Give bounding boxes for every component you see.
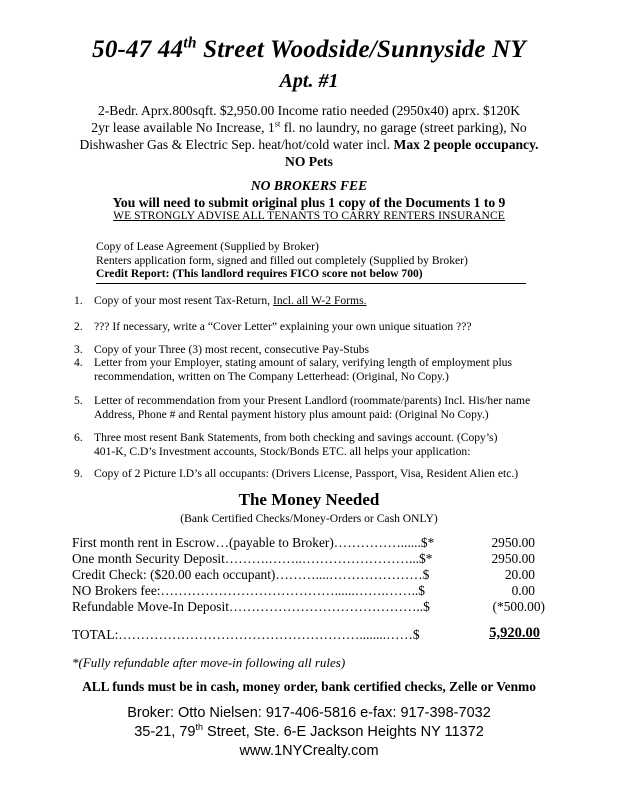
total-amount: 5,920.00: [489, 625, 540, 641]
fee-row-label: NO Brokers fee:…………………………………......…….……..$: [72, 583, 425, 598]
renters-insurance-advice: WE STRONGLY ADVISE ALL TENANTS TO CARRY RENTERS INSURANCE: [113, 210, 505, 222]
fee-row-label: Refundable Move-In Deposit……………………………………..$: [72, 599, 430, 614]
fee-row-amount: 0.00: [511, 583, 535, 598]
payment-methods-note: (Bank Certified Checks/Money-Orders or Cash ONLY): [180, 512, 438, 525]
refund-note: *(Fully refundable after move-in following all rules): [72, 655, 346, 670]
broker-website[interactable]: www.1NYCrealty.com: [239, 743, 379, 759]
document-item: 5. Letter of recommendation from your Present Landlord (roommate/parents) Incl. His/her name Address, Phone # and Rental payment history plus amount paid: (Original No Copy.): [74, 394, 531, 421]
description-line-4: NO Pets: [285, 154, 333, 169]
fee-row-amount: 2950.00: [491, 551, 535, 566]
document-item: 6. Three most resent Bank Statements, from both checking and savings account. (Copy’s) 401-K, C.D’s Investment accounts, Stock/Bonds ETC. all helps your application:: [74, 431, 498, 458]
credit-report-line: Credit Report: (This landlord requires FICO score not below 700): [96, 267, 526, 284]
total-label: TOTAL:………………………………………………........……$: [72, 627, 420, 642]
no-brokers-fee-heading: NO BROKERS FEE: [250, 178, 368, 193]
description-line-2: 2yr lease available No Increase, 1st fl. no laundry, no garage (street parking), No: [91, 118, 527, 135]
fee-row-label: First month rent in Escrow…(payable to Broker)……………......$*: [72, 535, 435, 550]
fee-row-label: One month Security Deposit……….……..……………………...$*: [72, 551, 433, 566]
fee-row-amount: 2950.00: [491, 535, 535, 550]
broker-contact: Broker: Otto Nielsen: 917-406-5816 e-fax: 917-398-7032: [127, 705, 491, 721]
submit-documents-note: You will need to submit original plus 1 copy of the Documents 1 to 9: [112, 195, 506, 210]
accepted-funds-note: ALL funds must be in cash, money order, bank certified checks, Zelle or Venmo: [82, 679, 536, 694]
broker-address: 35-21, 79th Street, Ste. 6-E Jackson Heights NY 11372: [134, 722, 484, 740]
lease-agreement-line: Copy of Lease Agreement (Supplied by Broker): [96, 240, 319, 253]
description-line-3: Dishwasher Gas & Electric Sep. heat/hot/cold water incl. Max 2 people occupancy.: [79, 137, 539, 152]
listing-description: [56, 102, 562, 170]
application-form-line: Renters application form, signed and filled out completely (Supplied by Broker): [96, 253, 468, 267]
document-item: 4. Letter from your Employer, stating amount of salary, verifying length of employment plus recommendation, written on The Company Letterhead: (Original, No Copy.): [74, 356, 512, 383]
money-needed-heading: The Money Needed: [238, 490, 380, 509]
listing-title: 50-47 44th Street Woodside/Sunnyside NY: [92, 34, 526, 63]
fee-row-label: Credit Check: ($20.00 each occupant)………....…………………$: [72, 567, 430, 582]
description-line-1: 2-Bedr. Aprx.800sqft. $2,950.00 Income ratio needed (2950x40) aprx. $120K: [97, 103, 521, 118]
listing-page: 50-47 44th Street Woodside/Sunnyside NY Apt. #1 2-Bedr. Aprx.800sqft. $2,950.00 Income ratio needed (2950x40) aprx. $120K 2yr lease available No Increase, 1st fl. no laundry, no garage (street parking), No Dishwasher Gas & Electric Sep. heat/hot/cold water incl. Max 2 people occupancy. NO Pets NO BROKERS FEE You will need to submit original plus 1 copy of the Documents 1 to 9 WE STRONGLY ADVISE ALL TENANTS TO CARRY RENTERS INSURANCE Copy of Lease Agreement (Supplied by Broker) Renters application form, signed and filled out completely (Supplied by Broker) Credit Report: (This landlord requires FICO score not below 700) 1. Copy of your most resent Tax-Return, Incl. all W-2 Forms. 2. ??? If necessary, write a “Cover Letter” explaining your own unique situation ??? 3. Copy of your Three (3) most recent, consecutive Pay-Stubs 4. Letter from your Employer, stating amount of salary, verifying length of employment plus recommendation, written on The Company Letterhead: (Original, No Copy.) 5. Letter of recommendation from your Present Landlord (roommate/parents) Incl. His/her name Address, Phone # and Rental payment history plus amount paid: (Original No Copy.) 6. Three most resent Bank Statements, from both checking and savings account. (Copy’s) 401-K, C.D’s Investment accounts, Stock/Bonds ETC. all helps your application: 9. Copy of 2 Picture I.D’s all occupants: (Drivers License, Passport, Visa, Resident Alien etc.) The Money Needed (Bank Certified Checks/Money-Orders or Cash ONLY) First month rent in Escrow…(payable to Broker)……………......$* 2950.00 One month Security Deposit……….……..……………………...$* 2950.00 Credit Check: ($20.00 each occupant)………....…………………$ 20.00 NO Brokers fee:…………………………………......…….……..$ 0.00 Refundable Move-In Deposit……………………………………..$ (*500.00) TOTAL:………………………………………………........……$ 5,920.00 *(Fully refundable after move-in following all rules) ALL funds must be in cash, money order, bank certified checks, Zelle or Venmo Broker: Otto Nielsen: 917-406-5816 e-fax: 917-398-7032 35-21, 79th Street, Ste. 6-E Jackson Heights NY 11372 www.1NYCrealty.com: [0, 0, 618, 800]
fee-row-amount: (*500.00): [492, 599, 545, 614]
fee-row-amount: 20.00: [504, 567, 535, 582]
supplied-documents: [96, 240, 526, 284]
apartment-number: Apt. #1: [279, 70, 339, 92]
